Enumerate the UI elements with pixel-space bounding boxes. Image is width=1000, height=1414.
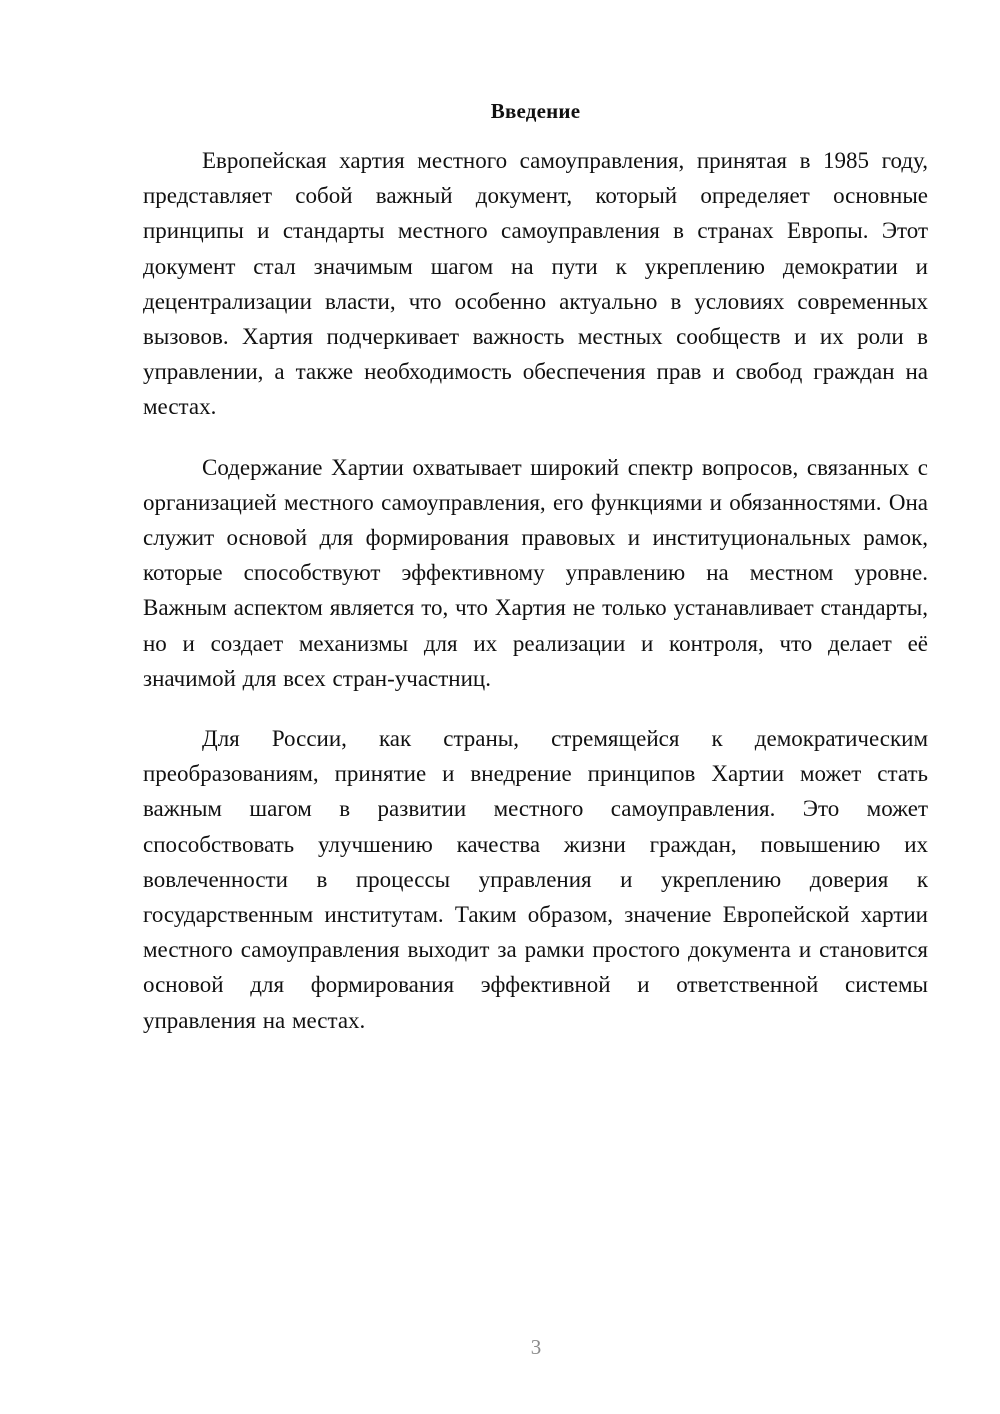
page-number: 3 (530, 1335, 542, 1359)
page-content (143, 96, 928, 1063)
paragraph-1: Европейская хартия местного самоуправления, принятая в 1985 году, представляет собой важный документ, который определяет основные принципы и стандарты местного самоуправления в странах Европы. Этот документ стал значимым шагом на пути к укреплению демократии и децентрализации власти, что особенно актуально в условиях современных вызовов. Хартия подчеркивает важность местных сообществ и их роли в управлении, а также необходимость обеспечения прав и свобод граждан на местах. (143, 148, 928, 420)
section-title: Введение (490, 99, 581, 123)
paragraph-2: Содержание Хартии охватывает широкий спектр вопросов, связанных с организацией местного самоуправления, его функциями и обязанностями. Она служит основой для формирования правовых и институциональных рамок, которые способствуют эффективному управлению на местном уровне. Важным аспектом является то, что Хартия не только устанавливает стандарты, но и создает механизмы для их реализации и контроля, что делает её значимой для всех стран-участниц. (143, 454, 928, 691)
paragraph-3: Для России, как страны, стремящейся к демократическим преобразованиям, принятие и внедрение принципов Хартии может стать важным шагом в развитии местного самоуправления. Это может способствовать улучшению качества жизни граждан, повышению их вовлеченности в процессы управления и укреплению доверия к государственным институтам. Таким образом, значение Европейской хартии местного самоуправления выходит за рамки простого документа и становится основой для формирования эффективной и ответственной системы управления на местах. (143, 726, 928, 1033)
